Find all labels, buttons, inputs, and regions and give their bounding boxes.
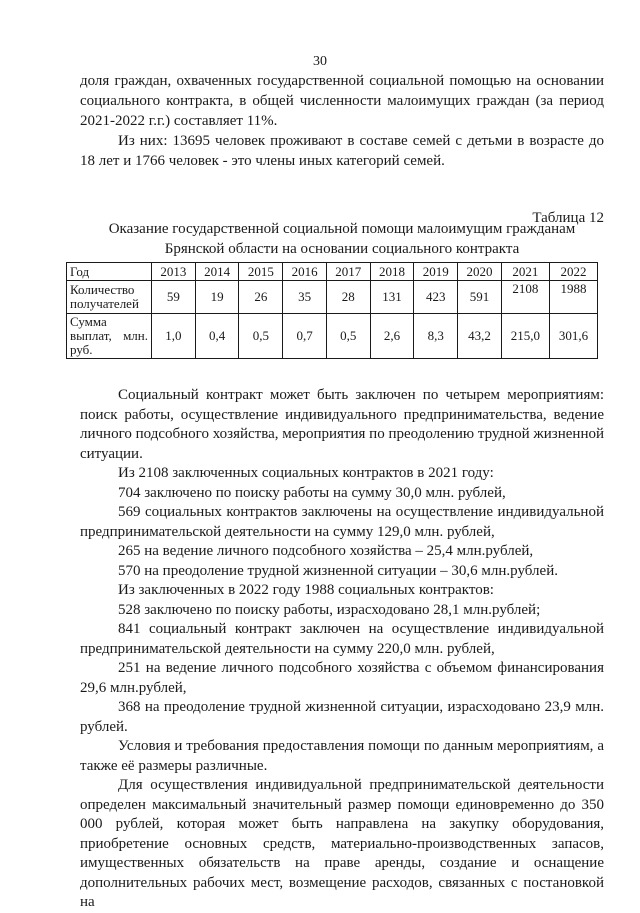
header-cell: 2018 (370, 263, 414, 281)
body-paragraph: 265 на ведение личного подсобного хозяйства – 25,4 млн.рублей, (118, 543, 534, 559)
row-label-line: Сумма (70, 314, 107, 329)
header-cell: 2022 (549, 263, 597, 281)
table-title-line: Брянской области на основании социального контракта (164, 241, 520, 257)
table-cell: 43,2 (458, 314, 502, 359)
row-label-line: выплат, млн. (70, 328, 148, 343)
table-cell: 215,0 (501, 314, 549, 359)
header-cell: 2014 (195, 263, 239, 281)
table-cell: 59 (152, 281, 196, 314)
table-cell: 423 (414, 281, 458, 314)
table-cell: 301,6 (549, 314, 597, 359)
table-cell: 591 (458, 281, 502, 314)
body-paragraph: 368 на преодоление трудной жизненной ситуации, израсходовано 23,9 млн. рублей. (80, 699, 604, 735)
table-cell: 28 (326, 281, 370, 314)
body-text (80, 386, 604, 913)
table-cell: 0,4 (195, 314, 239, 359)
intro-text (80, 71, 604, 171)
table-cell: 0,5 (326, 314, 370, 359)
table-label: Таблица 12 (532, 210, 604, 226)
row-label (67, 314, 152, 359)
row-label: Количество получателей (67, 281, 152, 314)
table-cell: 2,6 (370, 314, 414, 359)
header-cell: 2013 (152, 263, 196, 281)
table-title (80, 219, 604, 259)
intro-paragraph: Из них: 13695 человек проживают в составе семей с детьми в возрасте до 18 лет и 1766 человек - это члены иных категорий семей. (80, 133, 604, 169)
data-table (66, 262, 598, 359)
body-paragraph: Социальный контракт может быть заключен по четырем мероприятиям: поиск работы, осуществление индивидуального предпринимательства, ведение личного подсобного хозяйства, мероприятия по преодолению трудной жизненной ситуации. (80, 387, 604, 462)
body-paragraph: Для осуществления индивидуальной предпринимательской деятельности определен максимальный значительный размер помощи единовременно до 350 000 рублей, которая может быть направлена на закупку оборудования, приобретение основных средств, материально-производственных запасов, имущественных обязательств на праве аренды, создание и оснащение дополнительных рабочих мест, возмещение расходов, связанных с постановкой на (80, 777, 604, 910)
table-cell: 8,3 (414, 314, 458, 359)
header-cell: Год (67, 263, 152, 281)
row-label-line: руб. (70, 342, 93, 357)
page-number: 30 (313, 54, 327, 69)
table-header-row (67, 263, 598, 281)
table-cell: 1,0 (152, 314, 196, 359)
table-cell: 0,7 (283, 314, 327, 359)
table-cell: 0,5 (239, 314, 283, 359)
table-row (67, 314, 598, 359)
body-paragraph: 841 социальный контракт заключен на осуществление индивидуальной предпринимательской деятельности на сумму 220,0 млн. рублей, (80, 621, 604, 657)
table-cell: 26 (239, 281, 283, 314)
body-paragraph: Условия и требования предоставления помощи по данным мероприятиям, а также её размеры различные. (80, 738, 604, 774)
table-cell: 131 (370, 281, 414, 314)
body-paragraph: 704 заключено по поиску работы на сумму 30,0 млн. рублей, (118, 484, 506, 501)
body-paragraph: 570 на преодоление трудной жизненной ситуации – 30,6 млн.рублей. (118, 562, 558, 579)
table-title-line: Оказание государственной социальной помощи малоимущим гражданам (108, 221, 576, 237)
header-cell: 2015 (239, 263, 283, 281)
body-paragraph: 251 на ведение личного подсобного хозяйства с объемом финансирования 29,6 млн.рублей, (80, 660, 604, 696)
header-cell: 2016 (283, 263, 327, 281)
table-cell: 2108 (501, 281, 549, 314)
body-paragraph: 569 социальных контрактов заключены на осуществление индивидуальной предпринимательской деятельности на сумму 129,0 млн. рублей, (80, 504, 604, 540)
body-paragraph: Из заключенных в 2022 году 1988 социальных контрактов: (118, 582, 494, 598)
body-paragraph: 528 заключено по поиску работы, израсходовано 28,1 млн.рублей; (118, 601, 541, 618)
table-cell: 1988 (549, 281, 597, 314)
header-cell: 2021 (501, 263, 549, 281)
header-cell: 2020 (458, 263, 502, 281)
table-cell: 35 (283, 281, 327, 314)
header-cell: 2017 (326, 263, 370, 281)
body-paragraph: Из 2108 заключенных социальных контрактов в 2021 году: (118, 465, 494, 481)
table-cell: 19 (195, 281, 239, 314)
header-cell: 2019 (414, 263, 458, 281)
intro-paragraph: доля граждан, охваченных государственной социальной помощью на основании социального контракта, в общей численности малоимущих граждан (за период 2021-2022 г.г.) составляет 11%. (80, 73, 604, 129)
table-row (67, 281, 598, 314)
